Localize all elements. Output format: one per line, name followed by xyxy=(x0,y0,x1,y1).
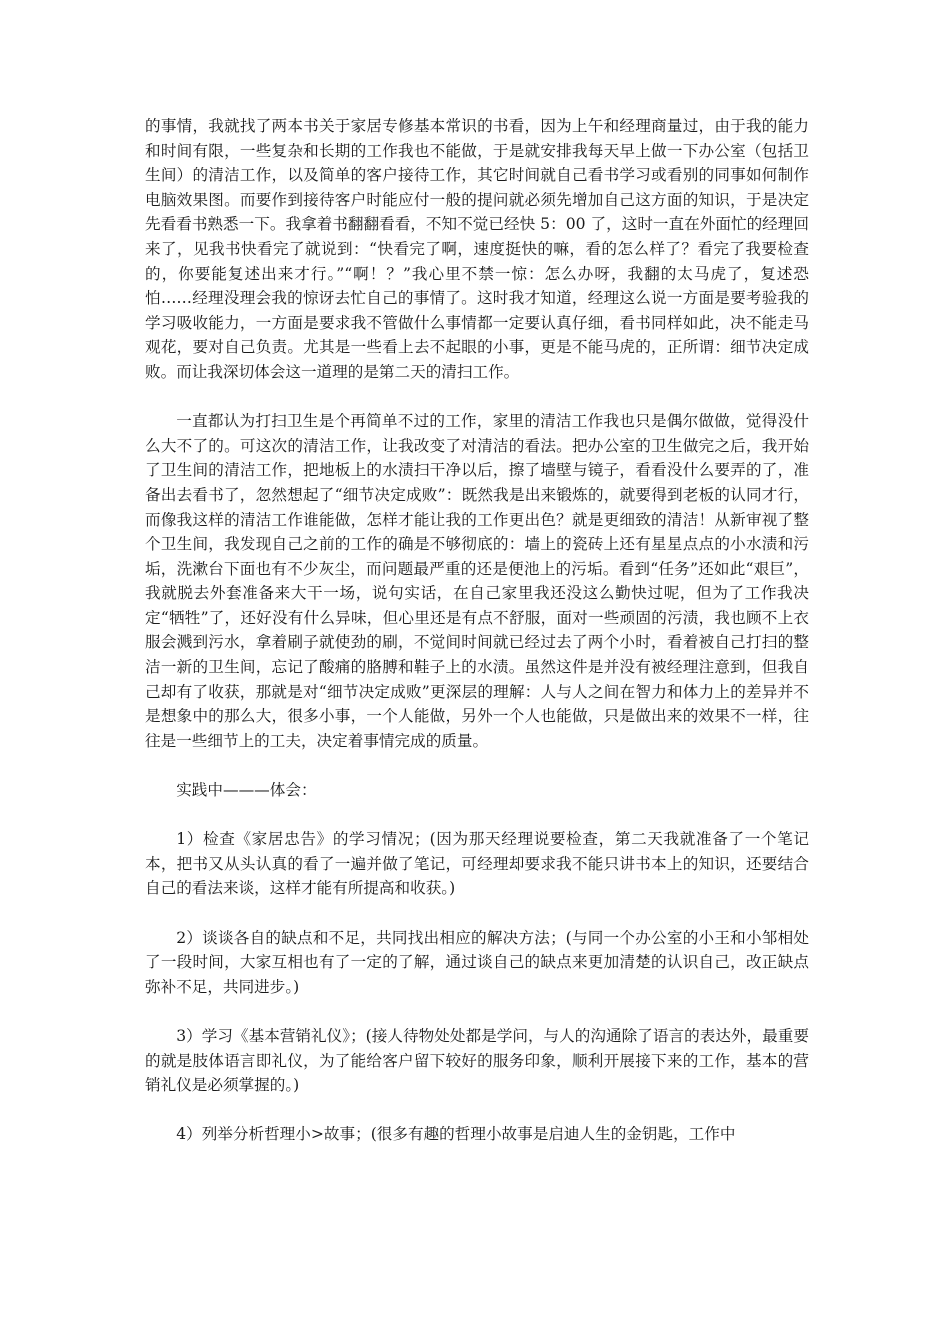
section-heading-practice: 实践中———体会： xyxy=(176,781,317,800)
paragraph-gap xyxy=(145,753,809,778)
paragraph-gap xyxy=(145,999,809,1024)
paragraph-cleaning-story: 一直都认为打扫卫生是个再简单不过的工作，家里的清洁工作我也只是偶尔做做，觉得没什么大不了的。可这次的清洁工作，让我改变了对清洁的看法。把办公室的卫生做完之后，我开始了卫生间的清洁工作，把地板上的水渍扫干净以后，擦了墙壁与镜子，看看没什么要弄的了，准备出去看书了，忽然想起了“细节决定成败”：既然我是出来锻炼的，就要得到老板的认同才行，而像我这样的清洁工作谁能做，怎样才能让我的工作更出色？就是更细致的清洁！从新审视了整个卫生间，我发现自己之前的工作的确是不够彻底的：墙上的瓷砖上还有星星点点的小水渍和污垢，洗漱台下面也有不少灰尘，而问题最严重的还是便池上的污垢。看到“任务”还如此“艰巨”，我就脱去外套准备来大干一场，说句实话，在自己家里我还没这么勤快过呢，但为了工作我决定“牺牲”了，还好没有什么异味，但心里还是有点不舒服，面对一些顽固的污渍，我也顾不上衣服会溅到污水，拿着刷子就使劲的刷，不觉间时间就已经过去了两个小时，看着被自己打扫的整洁一新的卫生间，忘记了酸痛的胳膊和鞋子上的水渍。虽然这件是并没有被经理注意到，但我自己却有了收获，那就是对“细节决定成败”更深层的理解：人与人之间在智力和体力上的差异并不是想象中的那么大，很多小事，一个人能做，另外一个人也能做，只是做出来的效果不一样，往往是一些细节上的工夫，决定着事情完成的质量。 xyxy=(145,412,809,750)
list-item-2: 2）谈谈各自的缺点和不足，共同找出相应的解决方法；(与同一个办公室的小王和小邹相处了一段时间，大家互相也有了一定的了解，通过谈自己的缺点来更加清楚的认识自己，改正缺点弥补不足，共同进步。) xyxy=(145,928,809,996)
paragraph-gap xyxy=(145,385,809,410)
document-body xyxy=(145,114,809,1147)
list-item-1: 1）检查《家居忠告》的学习情况；(因为那天经理说要检查，第二天我就准备了一个笔记本，把书又从头认真的看了一遍并做了笔记，可经理却要求我不能只讲书本上的知识，还要结合自己的看法来谈，这样才能有所提高和收获。) xyxy=(145,830,809,898)
paragraph-gap xyxy=(145,1098,809,1123)
paragraph-gap xyxy=(145,901,809,926)
list-item-4: 4）列举分析哲理小>故事；(很多有趣的哲理小故事是启迪人生的金钥匙，工作中 xyxy=(176,1125,736,1144)
paragraph-gap xyxy=(145,803,809,828)
list-item-3: 3）学习《基本营销礼仪》；(接人待物处处都是学问，与人的沟通除了语言的表达外，最重要的就是肢体语言即礼仪，为了能给客户留下较好的服务印象，顺利开展接下来的工作，基本的营销礼仪是必须掌握的。) xyxy=(145,1026,809,1095)
paragraph-reading-story: 的事情，我就找了两本书关于家居专修基本常识的书看，因为上午和经理商量过，由于我的能力和时间有限，一些复杂和长期的工作我也不能做，于是就安排我每天早上做一下办公室（包括卫生间）的清洁工作，以及简单的客户接待工作，其它时间就自己看书学习或看别的同事如何制作电脑效果图。而要作到接待客户时能应付一般的提问就必须先增加自己这方面的知识，于是决定先看看书熟悉一下。我拿着书翻翻看看，不知不觉已经快 5：00 了，这时一直在外面忙的经理回来了，见我书快看完了就说到：“快看完了啊，速度挺快的嘛，看的怎么样了？看完了我要检查的，你要能复述出来才行。”“啊！？”我心里不禁一惊：怎么办呀，我翻的太马虎了，复述恐怕……经理没理会我的惊讶去忙自己的事情了。这时我才知道，经理这么说一方面是要考验我的学习吸收能力，一方面是要求我不管做什么事情都一定要认真仔细，看书同样如此，决不能走马观花，要对自己负责。尤其是一些看上去不起眼的小事，更是不能马虎的，正所谓：细节决定成败。而让我深切体会这一道理的是第二天的清扫工作。 xyxy=(145,117,809,381)
